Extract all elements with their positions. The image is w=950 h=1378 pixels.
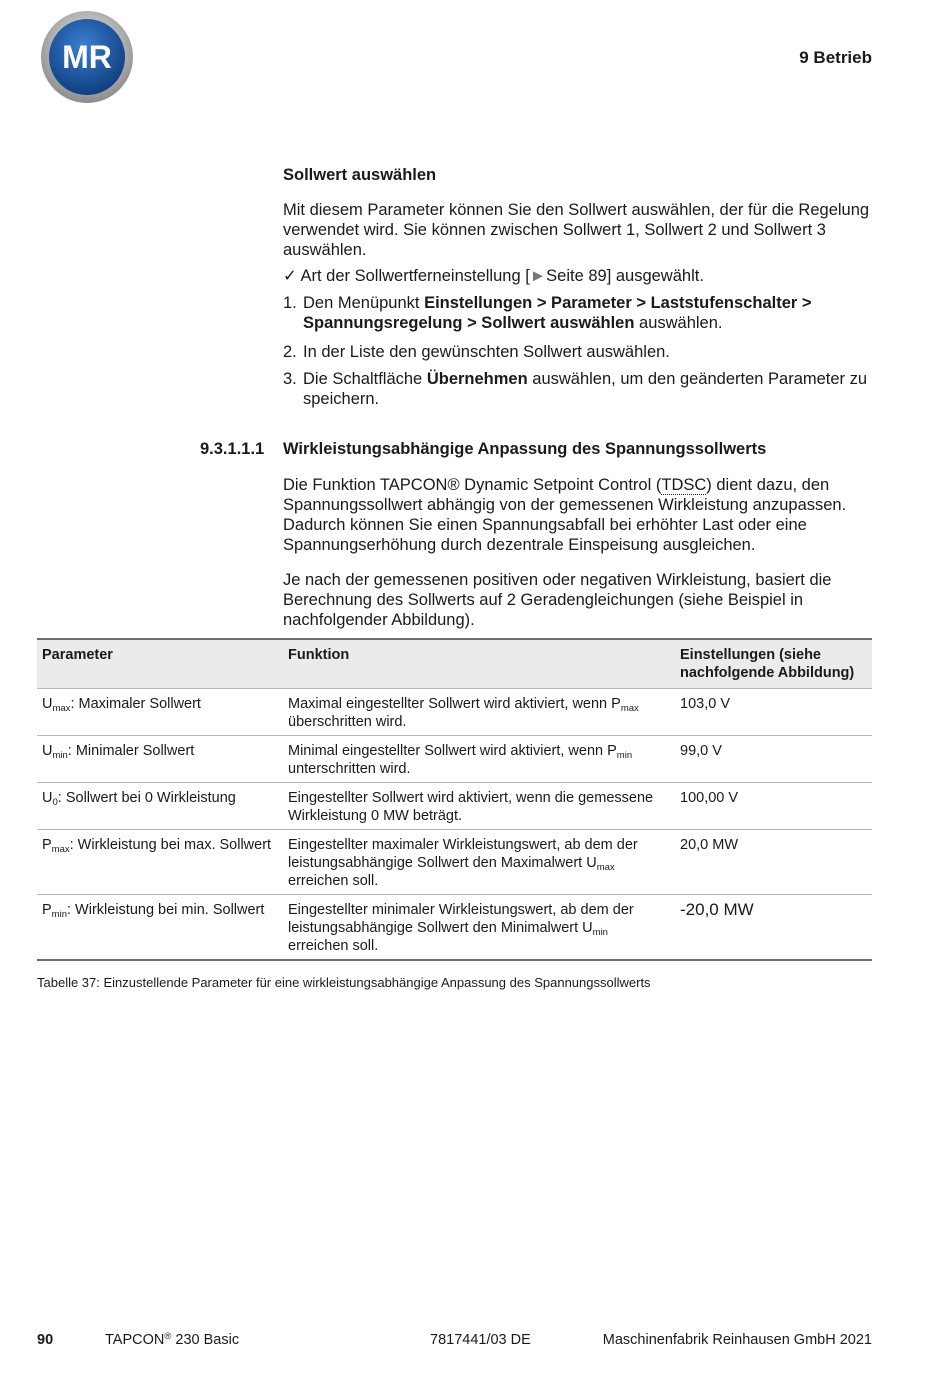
section-title: Sollwert auswählen (283, 166, 437, 184)
document-number: 7817441/03 DE (430, 1332, 531, 1348)
table-row (37, 895, 872, 961)
function-cell: Eingestellter maximaler Wirkleistungswert, ab dem der leistungsabhängige Sollwert den Maximalwert $U_{max}$ erreichen soll. (283, 830, 675, 895)
table-row (37, 736, 872, 783)
button-name: Übernehmen (426, 370, 528, 388)
arrow-icon: ► (529, 267, 547, 285)
table-row (37, 830, 872, 895)
page-number: 90 (37, 1332, 54, 1348)
table-header-row (37, 639, 872, 689)
product-name: TAPCON® 230 Basic (105, 1331, 240, 1348)
value-cell: 20,0 MW (675, 830, 872, 895)
svg-text:MR: MR (62, 39, 112, 75)
parameter-cell: $U_{min}$: Minimaler Sollwert (37, 736, 283, 783)
function-cell: Eingestellter minimaler Wirkleistungswert, ab dem der leistungsabhängige Sollwert den Minimalwert $U_{min}$ erreichen soll. (283, 895, 675, 961)
table-row (37, 783, 872, 830)
table-row (37, 689, 872, 736)
table-caption: Tabelle 37: Einzustellende Parameter für eine wirkleistungsabhängige Anpassung des Spannungssollwerts (37, 975, 651, 990)
parameter-cell: $P_{max}$: Wirkleistung bei max. Sollwert (37, 830, 283, 895)
step-number: 3. (283, 370, 297, 388)
column-header: Funktion (288, 647, 350, 663)
step-2: 2. In der Liste den gewünschten Sollwert auswählen. (283, 343, 670, 361)
chapter-heading: 9 Betrieb (799, 48, 872, 67)
menu-path: Einstellungen > Parameter > Laststufenschalter > Spannungsregelung > Sollwert auswählen (303, 294, 812, 332)
step-3: 3. Die Schaltfläche Übernehmen auswählen, um den geänderten Parameter zu speichern. (283, 370, 868, 408)
check-icon: ✓ (283, 267, 297, 285)
prerequisite: ✓ Art der Sollwertferneinstellung [►Seite 89] ausgewählt. (283, 267, 704, 285)
step-1: 1. Den Menüpunkt Einstellungen > Parameter > Laststufenschalter > Spannungsregelung > Sollwert auswählen auswählen. (283, 294, 812, 332)
function-cell: Minimal eingestellter Sollwert wird aktiviert, wenn $P_{min}$ unterschritten wird. (283, 736, 675, 783)
step-number: 2. (283, 343, 297, 361)
company-name: Maschinenfabrik Reinhausen GmbH 2021 (602, 1332, 872, 1348)
value-cell: 99,0 V (675, 736, 872, 783)
parameter-table (37, 638, 872, 961)
column-header: Parameter (42, 647, 113, 663)
prerequisite-text: Art der Sollwertferneinstellung [ (300, 267, 530, 285)
parameter-cell: $U_{max}$: Maximaler Sollwert (37, 689, 283, 736)
function-cell: Maximal eingestellter Sollwert wird aktiviert, wenn $P_{max}$ überschritten wird. (283, 689, 675, 736)
parameter-cell: $P_{min}$: Wirkleistung bei min. Sollwert (37, 895, 283, 961)
function-cell: Eingestellter Sollwert wird aktiviert, wenn die gemessene Wirkleistung 0 MW beträgt. (283, 783, 675, 830)
section-intro: Mit diesem Parameter können Sie den Sollwert auswählen, der für die Regelung verwendet wird. Sie können zwischen Sollwert 1, Sollwert 2 und Sollwert 3 auswählen. (283, 201, 870, 259)
value-cell: -20,0 MW (675, 895, 872, 961)
value-cell: 103,0 V (675, 689, 872, 736)
subsection-paragraph-2: Je nach der gemessenen positiven oder negativen Wirkleistung, basiert die Berechnung des Sollwerts auf 2 Geradengleichungen (siehe Beispiel in nachfolgender Abbildung). (283, 571, 832, 629)
mr-logo (40, 10, 134, 104)
column-header: Einstellungen (siehe nachfolgende Abbildung) (680, 647, 855, 681)
page-reference-link[interactable]: Seite 89 (546, 267, 607, 285)
value-cell: 100,00 V (675, 783, 872, 830)
abbreviation[interactable]: TDSC (661, 476, 707, 494)
parameter-cell: $U_0$: Sollwert bei 0 Wirkleistung (37, 783, 283, 830)
step-number: 1. (283, 294, 297, 312)
subsection-title: Wirkleistungsabhängige Anpassung des Spannungssollwerts (283, 440, 767, 458)
subsection-number: 9.3.1.1.1 (200, 440, 265, 458)
subsection-paragraph-1: Die Funktion TAPCON® Dynamic Setpoint Control (TDSC) dient dazu, den Spannungssollwert abhängig von der gemessenen Wirkleistung anzupassen. Dadurch können Sie einen Spannungsabfall bei erhöhter Last oder eine Spannungserhöhung durch dezentrale Einspeisung ausgleichen. (283, 476, 847, 554)
